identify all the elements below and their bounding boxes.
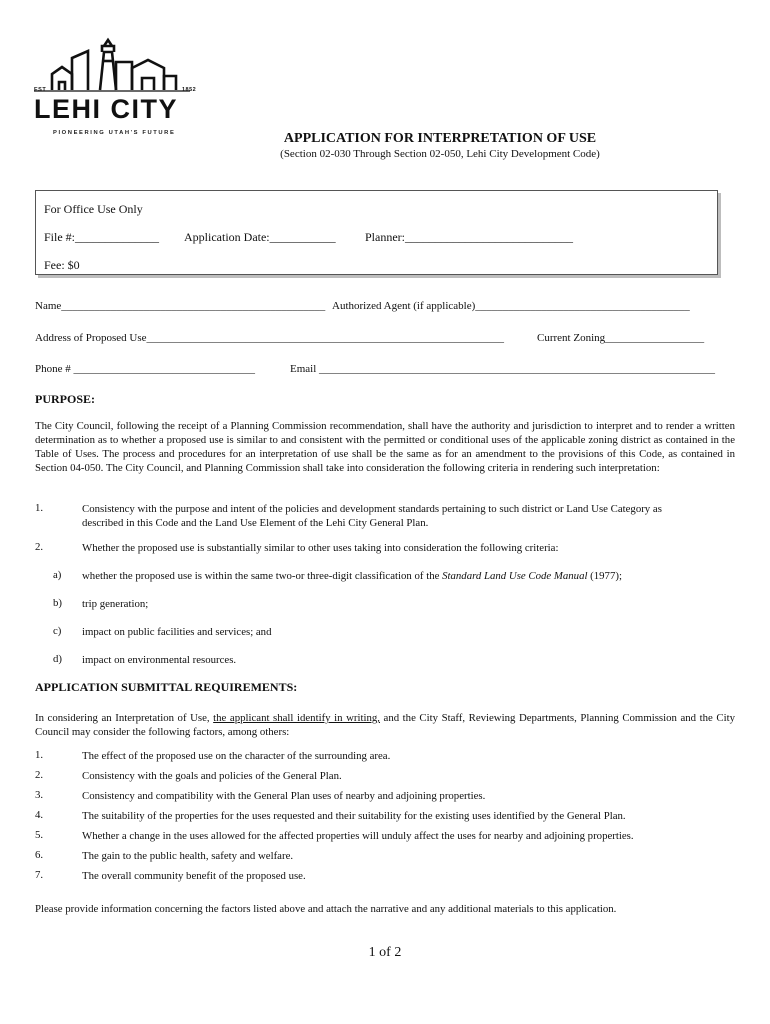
underlined-requirement: the applicant shall identify in writing, — [213, 712, 380, 724]
name-field[interactable]: Name________________________________________________ — [35, 300, 326, 312]
requirement-text: Consistency with the goals and policies of the General Plan. — [82, 770, 342, 782]
authorized-agent-field[interactable]: Authorized Agent (if applicable)_______________________________________ — [332, 300, 690, 312]
email-field[interactable]: Email ________________________________________________________________________ — [290, 363, 716, 375]
requirement-number: 5. — [35, 829, 44, 841]
criteria-item-text: whether the proposed use is within the same two-or three-digit classification of the Standard Land Use Code Manual (1977); — [82, 570, 622, 582]
requirement-text: The overall community benefit of the proposed use. — [82, 870, 306, 882]
requirement-number: 1. — [35, 749, 44, 761]
purpose-heading: PURPOSE: — [35, 392, 95, 406]
purpose-item-number: 1. — [35, 502, 44, 514]
criteria-item-letter: b) — [53, 597, 62, 609]
criteria-item-letter: c) — [53, 625, 62, 637]
purpose-item-number: 2. — [35, 541, 44, 553]
requirement-number: 3. — [35, 789, 44, 801]
phone-field[interactable]: Phone # _________________________________ — [35, 363, 255, 375]
office-use-heading: For Office Use Only — [44, 202, 143, 216]
requirement-text: Whether a change in the uses allowed for the affected properties will unduly affect the uses for nearby and adjoining properties. — [82, 830, 634, 842]
logo-year-label: 1852 — [182, 87, 197, 93]
planner-field[interactable]: Planner:____________________________ — [365, 230, 573, 244]
requirement-number: 6. — [35, 849, 44, 861]
criteria-item-text: impact on environmental resources. — [82, 654, 237, 666]
logo-tagline: PIONEERING UTAH'S FUTURE — [53, 130, 176, 136]
requirement-text: Consistency and compatibility with the General Plan uses of nearby and adjoining properties. — [82, 790, 486, 802]
requirement-text: The effect of the proposed use on the character of the surrounding area. — [82, 750, 391, 762]
purpose-item-text: Whether the proposed use is substantially similar to other uses taking into consideration the following criteria: — [82, 542, 559, 554]
lehi-city-logo — [30, 34, 205, 144]
page-title: APPLICATION FOR INTERPRETATION OF USE — [283, 131, 597, 146]
address-field[interactable]: Address of Proposed Use_________________________________________________________________ — [35, 332, 505, 344]
manual-title: Standard Land Use Code Manual — [442, 570, 588, 582]
requirement-number: 2. — [35, 769, 44, 781]
requirement-number: 4. — [35, 809, 44, 821]
criteria-item-text: trip generation; — [82, 598, 149, 610]
criteria-item-text: impact on public facilities and services; and — [82, 626, 272, 638]
requirements-intro: In considering an Interpretation of Use, the applicant shall identify in writing, and the City Staff, Reviewing Departments, Planning Commission and the City Council may consider the following factors, among others: — [35, 712, 735, 738]
requirement-text: The gain to the public health, safety and welfare. — [82, 850, 294, 862]
logo-est-label: EST — [34, 87, 47, 93]
requirements-heading: APPLICATION SUBMITTAL REQUIREMENTS: — [35, 680, 298, 694]
page-subtitle: (Section 02-030 Through Section 02-050, Lehi City Development Code) — [280, 148, 600, 160]
purpose-paragraph: The City Council, following the receipt of a Planning Commission recommendation, shall have the authority and jurisdiction to interpret and to render a written determination as to whether a proposed use is similar to and consistent with the permitted or conditional uses of the applicable zoning district as contained in the Table of Uses. The process and procedures for an interpretation of use shall be the same as for an amendment to the provisions of this Code, as contained in Section 04-050. The City Council, and Planning Commission shall take into consideration the following criteria in rendering such interpretation: — [35, 420, 735, 474]
office-use-box — [35, 190, 718, 275]
page-number: 1 of 2 — [368, 945, 402, 960]
current-zoning-field[interactable]: Current Zoning__________________ — [537, 332, 705, 344]
criteria-item-letter: d) — [53, 653, 62, 665]
city-skyline-icon — [30, 34, 205, 98]
fee-label: Fee: $0 — [44, 258, 80, 272]
logo-city-name: LEHI CITY — [34, 94, 179, 124]
requirement-text: The suitability of the properties for the uses requested and their suitability for the existing uses identified by the General Plan. — [82, 810, 626, 822]
closing-instructions: Please provide information concerning the factors listed above and attach the narrative and any additional materials to this application. — [35, 903, 617, 915]
application-date-field[interactable]: Application Date:___________ — [184, 230, 336, 244]
requirement-number: 7. — [35, 869, 44, 881]
file-number-field[interactable]: File #:______________ — [44, 230, 160, 244]
purpose-item-text: Consistency with the purpose and intent of the policies and development standards pertaining to such district or Land Use Category as described in this Code and the Land Use Element of the Lehi City General Plan. — [82, 503, 662, 529]
criteria-item-letter: a) — [53, 569, 62, 581]
